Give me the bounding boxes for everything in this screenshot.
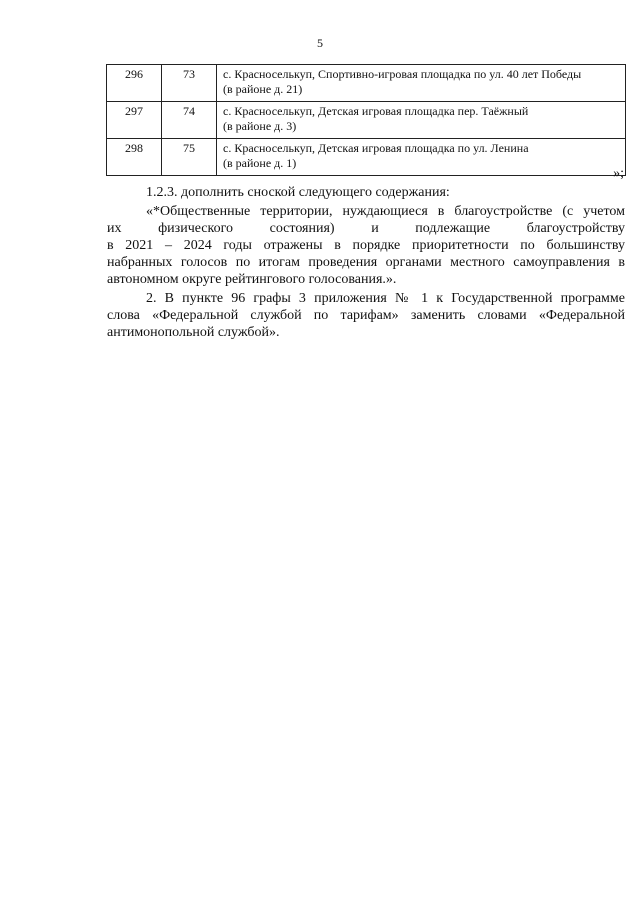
table-closing-quote: »; xyxy=(613,166,624,181)
address-line: (в районе д. 1) xyxy=(223,156,297,170)
paragraph-line: 1.2.3. дополнить сноской следующего содержания: xyxy=(146,185,450,200)
row-address-cell xyxy=(217,65,626,102)
paragraph-line: 2. В пункте 96 графы 3 приложения № 1 к Государственной программе xyxy=(146,291,625,306)
address-line: с. Красноселькуп, Детская игровая площадка пер. Таёжный xyxy=(223,104,529,118)
table-row xyxy=(107,139,626,176)
paragraph-line: набранных голосов по итогам проведения органами местного самоуправления в xyxy=(107,255,625,270)
address-line: (в районе д. 3) xyxy=(223,119,297,133)
row-index-cell: 75 xyxy=(162,139,217,176)
paragraph-line: их физического состояния) и подлежащие благоустройству xyxy=(107,221,625,236)
registry-table xyxy=(106,64,626,176)
row-address-cell xyxy=(217,139,626,176)
paragraph-line: «*Общественные территории, нуждающиеся в благоустройстве (с учетом xyxy=(146,204,625,219)
address-line: (в районе д. 21) xyxy=(223,82,303,96)
row-address-cell xyxy=(217,102,626,139)
paragraph-amendment xyxy=(107,290,625,341)
row-number-cell: 298 xyxy=(107,139,162,176)
table-row xyxy=(107,65,626,102)
address-line: с. Красноселькуп, Спортивно-игровая площадка по ул. 40 лет Победы xyxy=(223,67,582,81)
paragraph-footnote-text xyxy=(107,203,625,288)
paragraph-line: в 2021 – 2024 годы отражены в порядке приоритетности по большинству xyxy=(107,238,625,253)
page-number: 5 xyxy=(317,36,323,50)
paragraph-line: слова «Федеральной службой по тарифам» заменить словами «Федеральной xyxy=(107,308,625,323)
row-number-cell: 297 xyxy=(107,102,162,139)
paragraph-line: антимонопольной службой». xyxy=(107,325,280,340)
paragraph-line: автономном округе рейтингового голосования.». xyxy=(107,272,397,287)
row-index-cell: 74 xyxy=(162,102,217,139)
row-index-cell: 73 xyxy=(162,65,217,102)
paragraph-footnote-intro xyxy=(107,184,625,201)
table-row xyxy=(107,102,626,139)
row-number-cell: 296 xyxy=(107,65,162,102)
address-line: с. Красноселькуп, Детская игровая площадка по ул. Ленина xyxy=(223,141,529,155)
